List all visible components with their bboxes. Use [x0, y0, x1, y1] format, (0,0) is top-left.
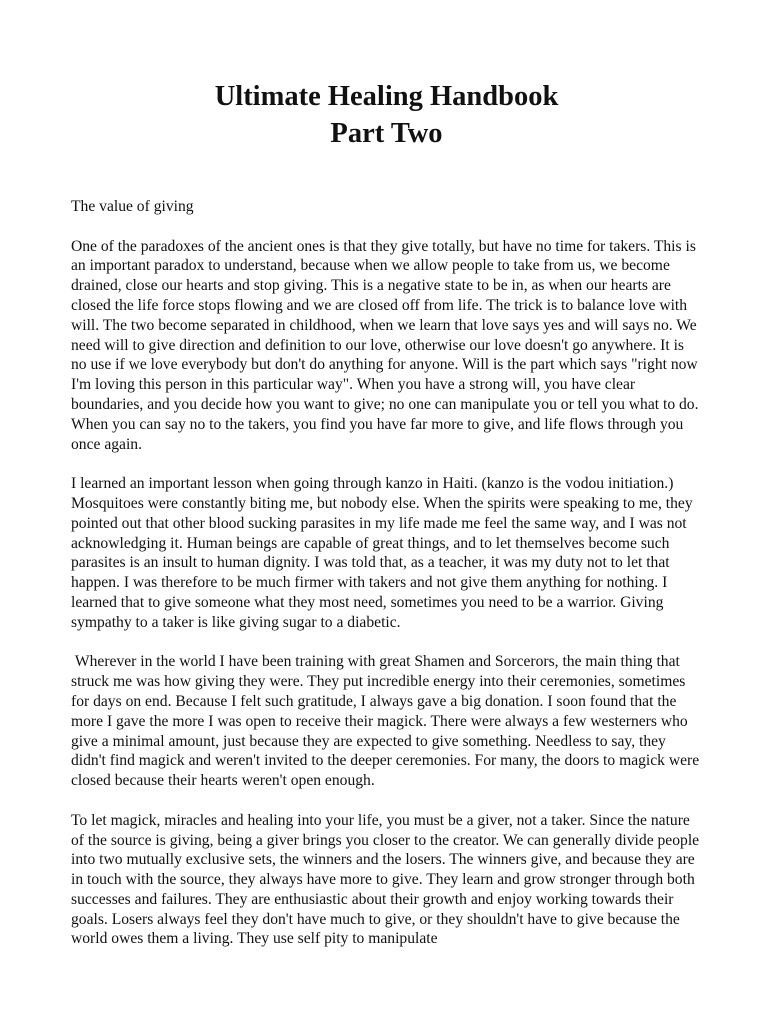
title-line-2: Part Two: [330, 118, 443, 149]
paragraph-3: Wherever in the world I have been training with great Shamen and Sorcerors, the main thing that struck me was how giving they were. They put incredible energy into their ceremonies, sometimes for days on end. Because I felt such gratitude, I always gave a big donation. I soon found that the more I gave the more I was open to receive their magick. There were always a few westerners who give a minimal amount, just because they are expected to give something. Needless to say, they didn't find magick and weren't invited to the deeper ceremonies. For many, the doors to magick were closed because their hearts weren't open enough.: [71, 653, 704, 790]
paragraph-2: I learned an important lesson when going through kanzo in Haiti. (kanzo is the vodou initiation.) Mosquitoes were constantly biting me, but nobody else. When the spirits were speaking to me, they pointed out that other blood sucking parasites in my life made me feel the same way, and I was not acknowledging it. Human beings are capable of great things, and to let themselves become such parasites is an insult to human dignity. I was told that, as a teacher, it was my duty not to let that happen. I was therefore to be much firmer with takers and not give them anything for nothing. I learned that to give someone what they most need, sometimes you need to be a warrior. Giving sympathy to a taker is like giving sugar to a diabetic.: [71, 475, 693, 631]
document-body: [71, 197, 702, 949]
paragraph-4: To let magick, miracles and healing into your life, you must be a giver, not a taker. Since the nature of the source is giving, being a giver brings you closer to the creator. We can generally divide people into two mutually exclusive sets, the winners and the losers. The winners give, and because they are in touch with the source, they always have more to give. They learn and grow stronger through both successes and failures. They are enthusiastic about their growth and enjoy working towards their goals. Losers always feel they don't have much to give, or they shouldn't have to give because the world owes them a living. They use self pity to manipulate: [71, 811, 700, 948]
title-line-1: Ultimate Healing Handbook: [214, 81, 559, 112]
paragraph-1: One of the paradoxes of the ancient ones is that they give totally, but have no time for takers. This is an important paradox to understand, because when we allow people to take from us, we become drained, close our hearts and stop giving. This is a negative state to be in, as when our hearts are closed the life force stops flowing and we are closed off from life. The trick is to balance love with will. The two become separated in childhood, when we learn that love says yes and will says no. We need will to give direction and definition to our love, otherwise our love doesn't go anywhere. It is no use if we love everybody but don't do anything for anyone. Will is the part which says "right now I'm loving this person in this particular way". When you have a strong will, you have clear boundaries, and you decide how you want to give; no one can manipulate you or tell you what to do. When you can say no to the takers, you find you have far more to give, and life flows through you once again.: [71, 237, 699, 453]
section-heading: The value of giving: [71, 198, 194, 215]
document-title: [71, 78, 702, 152]
